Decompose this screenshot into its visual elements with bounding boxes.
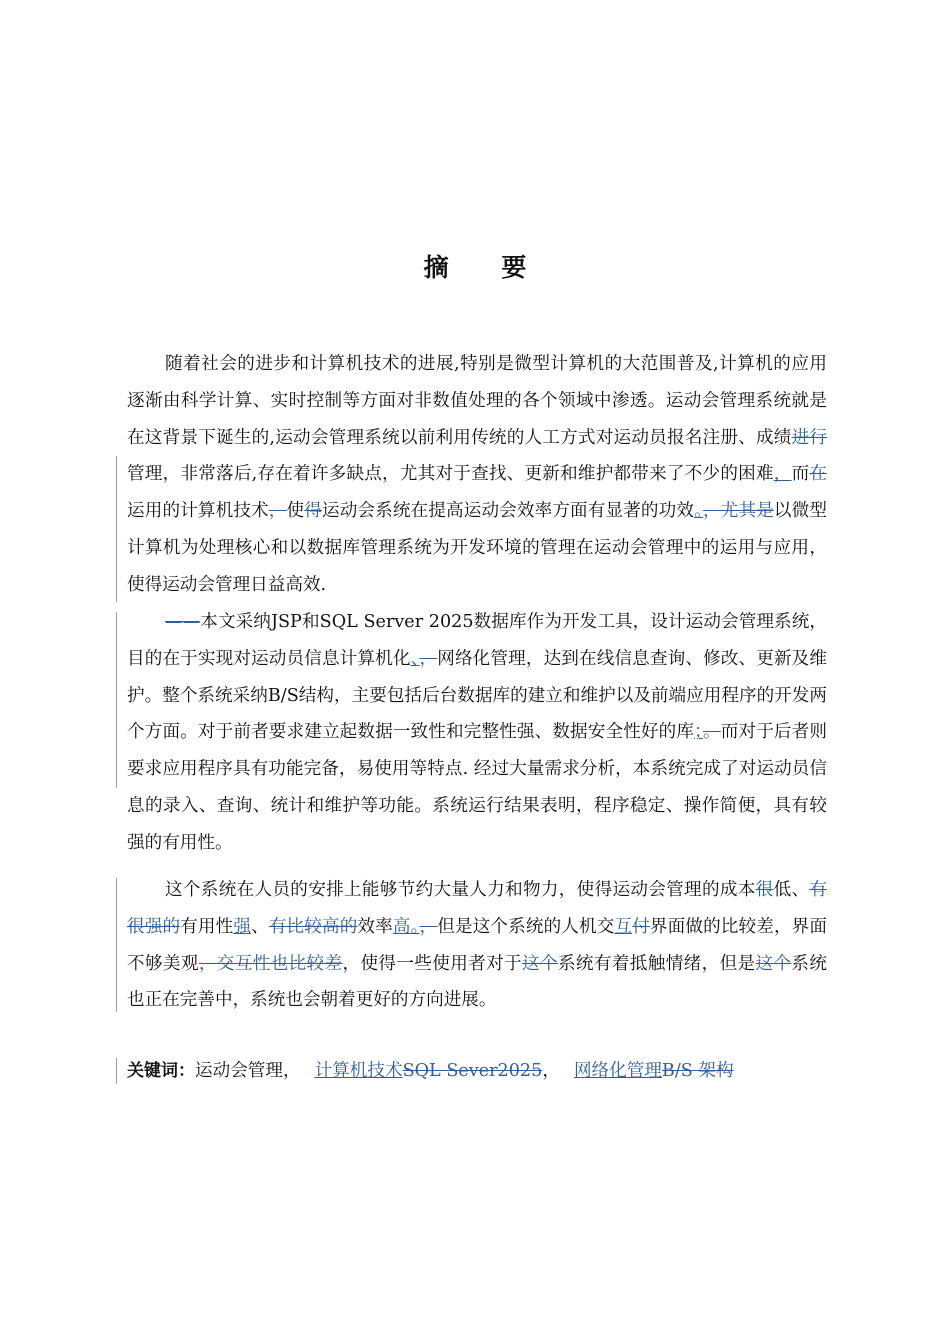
keyword-sports-management: 运动会管理， — [195, 1061, 301, 1081]
keyword-network-management: 网络化管理 — [573, 1061, 662, 1081]
keyword-computer-technology: 计算机技术 — [314, 1061, 403, 1081]
body-text: 但是这个系统的人机交 — [437, 916, 615, 937]
change-bar — [116, 612, 117, 788]
inserted-text: 、 — [410, 648, 420, 669]
deleted-text: ， — [268, 501, 287, 522]
inserted-text: ， — [773, 464, 792, 485]
deleted-text: 在 — [809, 464, 827, 485]
paragraph-background — [127, 346, 827, 604]
keyword-sql-server-deleted: SQL Sever2025 — [402, 1061, 543, 1081]
deleted-text: 得 — [304, 501, 322, 522]
deleted-text: —— — [165, 612, 201, 632]
body-text: 运动会系统在提高运动会效率方面有显著的功效 — [321, 501, 695, 522]
change-bar — [116, 456, 117, 602]
deleted-text: 付 — [632, 916, 650, 937]
body-text: 而对于后者则要求应用程序具有功能完备，易使用等特点. 经过大量需求分析，本系统完成了对运动员信息的录入、查询、统计和维护等功能。系统运行结果表明，程序稳定、操作简便，具有较强的有用性。 — [127, 722, 827, 853]
body-text: 、 — [251, 916, 269, 937]
deleted-text: ，交互性也比较差 — [198, 953, 343, 974]
body-text: 低、 — [773, 880, 810, 900]
body-text: 而 — [791, 464, 810, 485]
inserted-text: 高。 — [392, 916, 420, 937]
body-text: 使 — [286, 501, 305, 522]
inserted-text: 互 — [614, 916, 633, 937]
body-text: 随着社会的进步和计算机技术的进展,特别是微型计算机的大范围普及,计算机的应用逐渐由科学计算、实时控制等方面对非数值处理的各个领域中渗透。运动会管理系统就是在这背景下诞生的,运动会管理系统以前利用传统的人工方式对运动员报名注册、成绩 — [127, 354, 827, 448]
deleted-text: 。 — [702, 722, 721, 743]
body-text: 运用的计算机技术 — [127, 501, 269, 522]
keywords-label: 关键词： — [127, 1061, 195, 1081]
deleted-text: ， — [419, 648, 438, 669]
deleted-text: ，尤其是 — [703, 501, 774, 522]
change-bar — [116, 878, 117, 1012]
keyword-separator: ， — [542, 1061, 560, 1081]
deleted-text: 有很强的 — [127, 880, 827, 937]
deleted-text: 进行 — [791, 427, 827, 448]
change-bar — [116, 1058, 117, 1084]
body-text: ，使得一些使用者对于 — [342, 953, 523, 974]
inserted-text: ； — [694, 722, 703, 743]
paragraph-method — [127, 604, 827, 862]
inserted-text: 强 — [233, 916, 252, 937]
body-text: 以微型计算机为处理核心和以数据库管理系统为开发环境的管理在运动会管理中的运用与应用，使得运动会管理日益高效. — [127, 501, 827, 595]
abstract-title: 摘 要 — [423, 253, 549, 282]
body-text: 本文采纳JSP和SQL Server 2025数据库作为开发工具，设计运动会管理系统，目的在于实现对运动员信息计算机化 — [127, 612, 827, 669]
keyword-bs-architecture-deleted: B/S 架构 — [661, 1061, 734, 1081]
deleted-text: 这个 — [522, 953, 558, 974]
body-text: 这个系统在人员的安排上能够节约大量人力和物力，使得运动会管理的成本 — [165, 880, 756, 900]
body-text: 界面做的比较差，界面不够美观 — [127, 916, 827, 974]
deleted-text: 很 — [755, 880, 774, 900]
deleted-text: 有比较高的 — [268, 916, 358, 937]
body-text: 效率 — [357, 916, 393, 937]
body-text: 有用性 — [180, 916, 234, 937]
deleted-text: ， — [419, 916, 438, 937]
inserted-text: 。 — [694, 501, 704, 522]
deleted-text: 这个 — [755, 953, 792, 974]
body-text: 网络化管理，达到在线信息查询、修改、更新及维护。整个系统采纳B/S结构，主要包括后台数据库的建立和维护以及前端应用程序的开发两个方面。对于前者要求建立起数据一致性和完整性强、数据安全性好的库 — [127, 648, 827, 743]
keywords-line — [127, 1056, 827, 1086]
body-text: 系统有着抵触情绪，但是 — [557, 953, 756, 974]
body-text: 管理，非常落后,存在着许多缺点，尤其对于查找、更新和维护都带来了不少的困难 — [127, 464, 774, 485]
body-text: 系统也正在完善中，系统也会朝着更好的方向进展。 — [127, 953, 827, 1011]
paragraph-evaluation — [127, 872, 827, 1019]
